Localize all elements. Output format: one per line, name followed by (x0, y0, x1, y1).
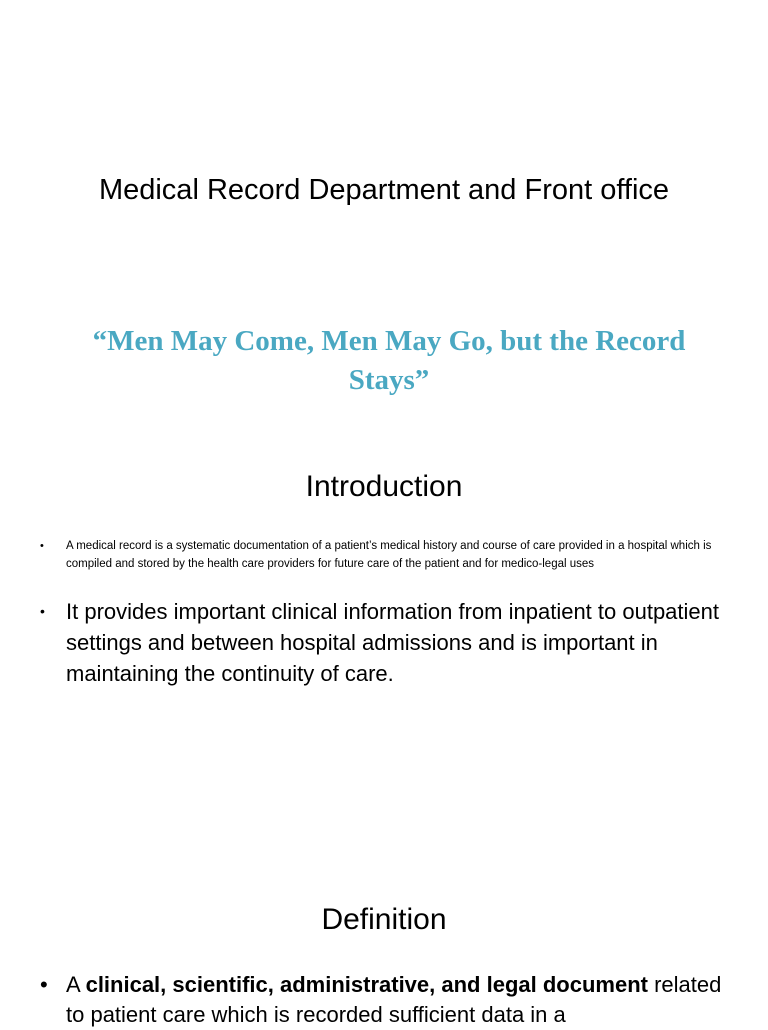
definition-prefix: A (66, 972, 86, 997)
bullet-icon: • (40, 540, 44, 552)
intro-bullet-1-text: A medical record is a systematic documentation of a patient’s medical history and course of care provided in a hospital which is compiled and stored by the health care providers for future care of the patient and for medico-legal uses (66, 540, 712, 570)
definition-heading: Definition (321, 903, 447, 936)
definition-rest: related to patient care which is recorded sufficient data in a (66, 972, 722, 1027)
bullet-icon: • (40, 972, 48, 997)
intro-bullet-2-text: It provides important clinical information from inpatient to outpatient settings and between hospital admissions and is important in maintaining the continuity of care. (66, 599, 719, 686)
quote: “Men May Come, Men May Go, but the Record Stays” (92, 325, 686, 396)
definition-bold-phrase: clinical, scientific, administrative, and legal document (85, 972, 648, 997)
introduction-heading: Introduction (305, 470, 463, 503)
bullet-icon: • (40, 603, 45, 619)
page-title: Medical Record Department and Front office (98, 174, 670, 206)
definition-bullet-text (66, 970, 730, 1030)
